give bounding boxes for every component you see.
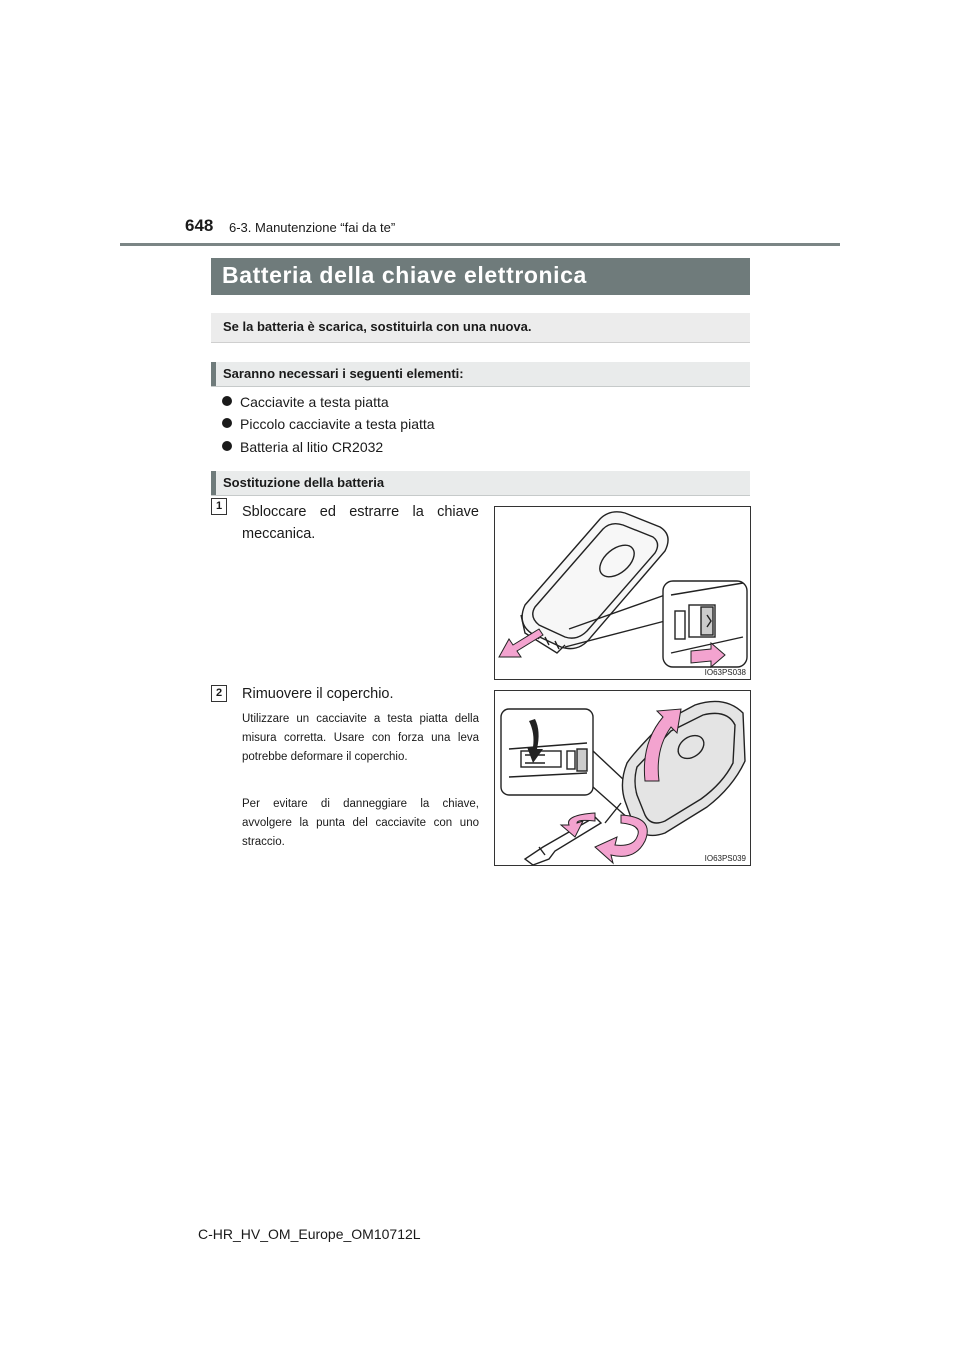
list-item-text: Piccolo cacciavite a testa piatta xyxy=(240,416,435,432)
step-number-2: 2 xyxy=(211,685,227,702)
list-item xyxy=(222,416,435,432)
figure-cover-removal xyxy=(494,690,751,866)
step-2-text: Rimuovere il coperchio. xyxy=(242,686,394,702)
replacement-heading xyxy=(211,471,750,496)
step-2-note-1: Utilizzare un cacciavite a testa piatta della misura corretta. Usare con forza una leva potrebbe deformare il coperchio. xyxy=(242,713,479,763)
list-item xyxy=(222,394,389,410)
figure-code: IO63PS038 xyxy=(704,668,746,677)
heading-accent-bar xyxy=(211,471,216,495)
list-item xyxy=(222,439,383,455)
list-item-text: Batteria al litio CR2032 xyxy=(240,439,384,455)
bullet-icon xyxy=(222,418,232,428)
title-bar xyxy=(211,258,750,295)
intro-text: Se la batteria è scarica, sostituirla con una nuova. xyxy=(223,319,532,334)
bullet-icon xyxy=(222,441,232,451)
replacement-heading-text: Sostituzione della batteria xyxy=(223,475,385,490)
step-1-text: Sbloccare ed estrarre la chiave meccanica. xyxy=(242,504,479,542)
header-divider xyxy=(120,243,840,246)
step-2-note-2: Per evitare di danneggiare la chiave, avvolgere la punta del cacciavite con uno straccio. xyxy=(242,798,479,848)
items-heading xyxy=(211,362,750,387)
list-item-text: Cacciavite a testa piatta xyxy=(240,394,389,410)
footer-document-code: C-HR_HV_OM_Europe_OM10712L xyxy=(198,1226,421,1242)
bullet-icon xyxy=(222,396,232,406)
intro-box xyxy=(211,313,750,343)
step-number-1: 1 xyxy=(211,498,227,515)
page-number: 648 xyxy=(185,216,214,235)
items-heading-text: Saranno necessari i seguenti elementi: xyxy=(223,366,464,381)
key-unlock-illustration xyxy=(495,507,750,679)
page-title: Batteria della chiave elettronica xyxy=(222,262,587,288)
heading-accent-bar xyxy=(211,362,216,386)
figure-code: IO63PS039 xyxy=(704,854,746,863)
section-reference: 6-3. Manutenzione “fai da te” xyxy=(229,220,396,235)
figure-key-unlock xyxy=(494,506,751,680)
cover-removal-illustration xyxy=(495,691,750,865)
